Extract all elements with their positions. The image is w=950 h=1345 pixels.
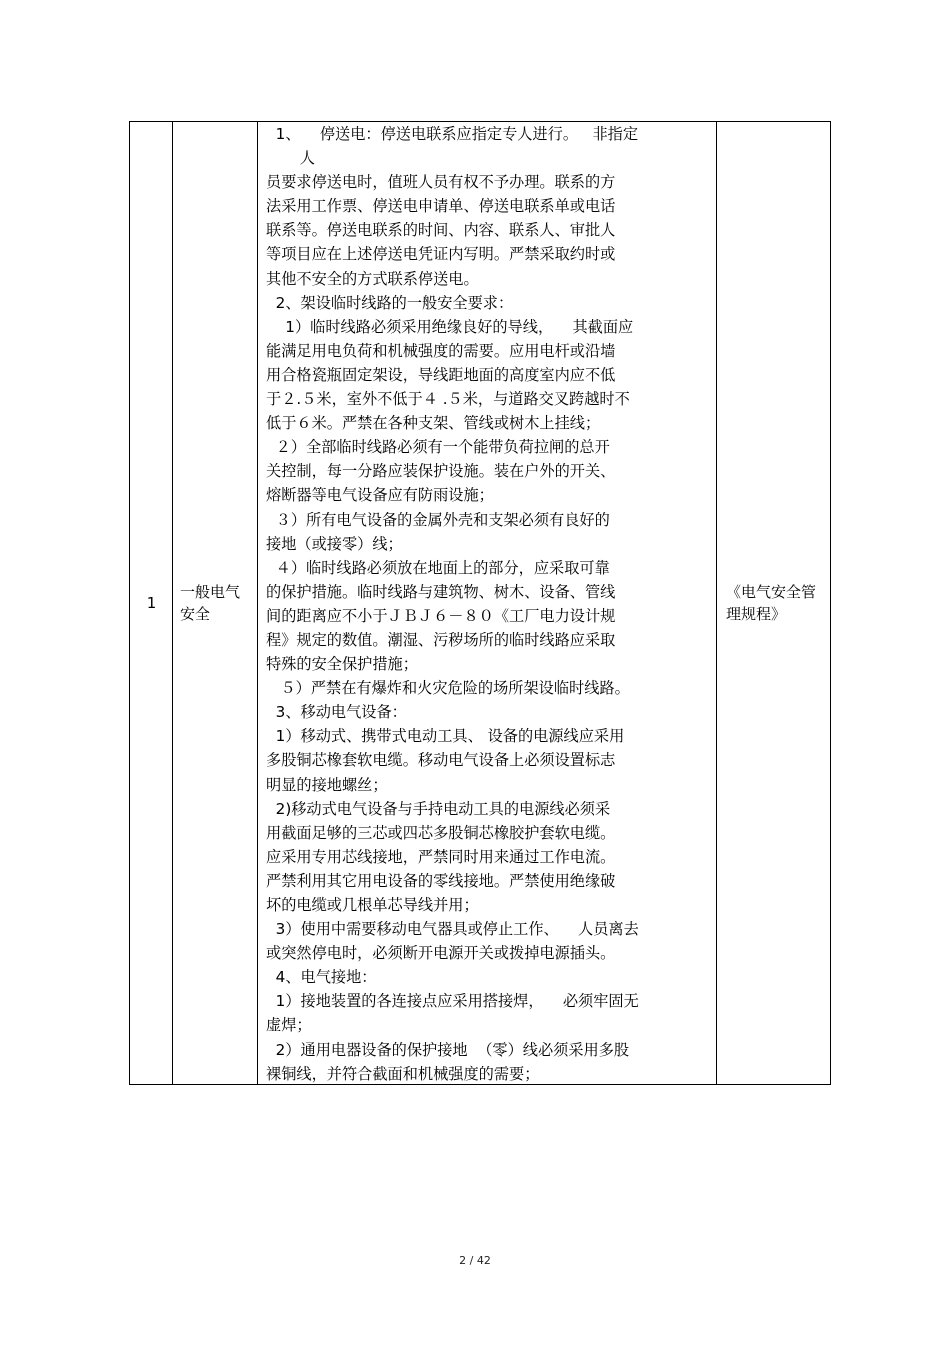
content-line: 严禁利用其它用电设备的零线接地。严禁使用绝缘破 bbox=[266, 871, 616, 890]
content-line: 等项目应在上述停送电凭证内写明。严禁采取约时或 bbox=[266, 245, 616, 264]
content-line: ４）临时线路必须放在地面上的部分，应采取可靠 bbox=[266, 558, 610, 577]
content-line: 于２.５米，室外不低于４ .５米，与道路交叉跨越时不 bbox=[266, 390, 630, 409]
content-line: 接地（或接零）线； bbox=[266, 534, 403, 553]
content-line: 法采用工作票、停送电申请单、停送电联系单或电话 bbox=[266, 197, 616, 216]
content-line: 联系等。停送电联系的时间、内容、联系人、审批人 bbox=[266, 221, 616, 240]
content-line: 熔断器等电气设备应有防雨设施； bbox=[266, 486, 494, 505]
content-line: 1）接地装置的各连接点应采用搭接焊， 必须牢固无 bbox=[266, 992, 639, 1011]
content-line: 2）通用电器设备的保护接地 （零）线必须采用多股 bbox=[266, 1040, 630, 1059]
content-line: 低于６米。严禁在各种支架、管线或树木上挂线； bbox=[266, 414, 601, 433]
content-line: 员要求停送电时，值班人员有权不予办理。联系的方 bbox=[266, 173, 616, 192]
content-line: 用截面足够的三芯或四芯多股铜芯橡胶护套软电缆。 bbox=[266, 823, 616, 842]
content-line: 1）移动式、携带式电动工具、 设备的电源线应采用 bbox=[266, 727, 625, 746]
content-line: 或突然停电时，必须断开电源开关或拨掉电源插头。 bbox=[266, 944, 616, 963]
content-line: 应采用专用芯线接地，严禁同时用来通过工作电流。 bbox=[266, 847, 616, 866]
content-line: ５）严禁在有爆炸和火灾危险的场所架设临时线路。 bbox=[266, 679, 630, 698]
content-line: 特殊的安全保护措施； bbox=[266, 655, 418, 674]
page-number: 2 / 42 bbox=[459, 1254, 491, 1267]
content-line: 关控制，每一分路应装保护设施。装在户外的开关、 bbox=[266, 462, 616, 481]
category-cell bbox=[180, 122, 250, 1084]
content-line: 其他不安全的方式联系停送电。 bbox=[266, 269, 479, 288]
content-line: 2、架设临时线路的一般安全要求： bbox=[266, 293, 514, 312]
content-line: 裸铜线，并符合截面和机械强度的需要； bbox=[266, 1064, 540, 1083]
category-text: 一般电气安全 bbox=[180, 583, 241, 623]
content-line: 用合格瓷瓶固定架设，导线距地面的高度室内应不低 bbox=[266, 365, 616, 384]
content-line: 3、移动电气设备： bbox=[266, 703, 407, 722]
content-line: 的保护措施。临时线路与建筑物、树木、设备、管线 bbox=[266, 582, 616, 601]
content-line: 人 bbox=[266, 149, 315, 168]
reference-text: 《电气安全管理规程》 bbox=[726, 583, 817, 623]
content-line: ２）全部临时线路必须有一个能带负荷拉闸的总开 bbox=[266, 438, 610, 457]
content-line: 1）临时线路必须采用绝缘良好的导线， 其截面应 bbox=[266, 317, 634, 336]
content-line: ３）所有电气设备的金属外壳和支架必须有良好的 bbox=[266, 510, 610, 529]
column-divider bbox=[716, 122, 717, 1084]
content-line: 虚焊； bbox=[266, 1016, 312, 1035]
content-line: 4、电气接地： bbox=[266, 968, 377, 987]
content-line: 程》规定的数值。潮湿、污秽场所的临时线路应采取 bbox=[266, 630, 616, 649]
content-line: 能满足用电负荷和机械强度的需要。应用电杆或沿墙 bbox=[266, 341, 616, 360]
content-line: 1、 停送电：停送电联系应指定专人进行。 非指定 bbox=[266, 125, 639, 143]
content-line: 多股铜芯橡套软电缆。移动电气设备上必须设置标志 bbox=[266, 751, 616, 770]
content-line: 3）使用中需要移动电气器具或停止工作、 人员离去 bbox=[266, 920, 639, 939]
regulation-table bbox=[129, 121, 831, 1085]
content-line: 间的距离应不小于ＪＢＪ６－８０《工厂电力设计规 bbox=[266, 606, 616, 625]
requirements-cell bbox=[266, 122, 710, 1086]
reference-cell bbox=[726, 122, 830, 1084]
row-number: 1 bbox=[146, 594, 157, 612]
column-divider bbox=[257, 122, 258, 1084]
content-line: 明显的接地螺丝； bbox=[266, 775, 388, 794]
content-line: 坏的电缆或几根单芯导线并用； bbox=[266, 896, 479, 914]
content-line: 2)移动式电气设备与手持电动工具的电源线必须采 bbox=[266, 799, 611, 818]
